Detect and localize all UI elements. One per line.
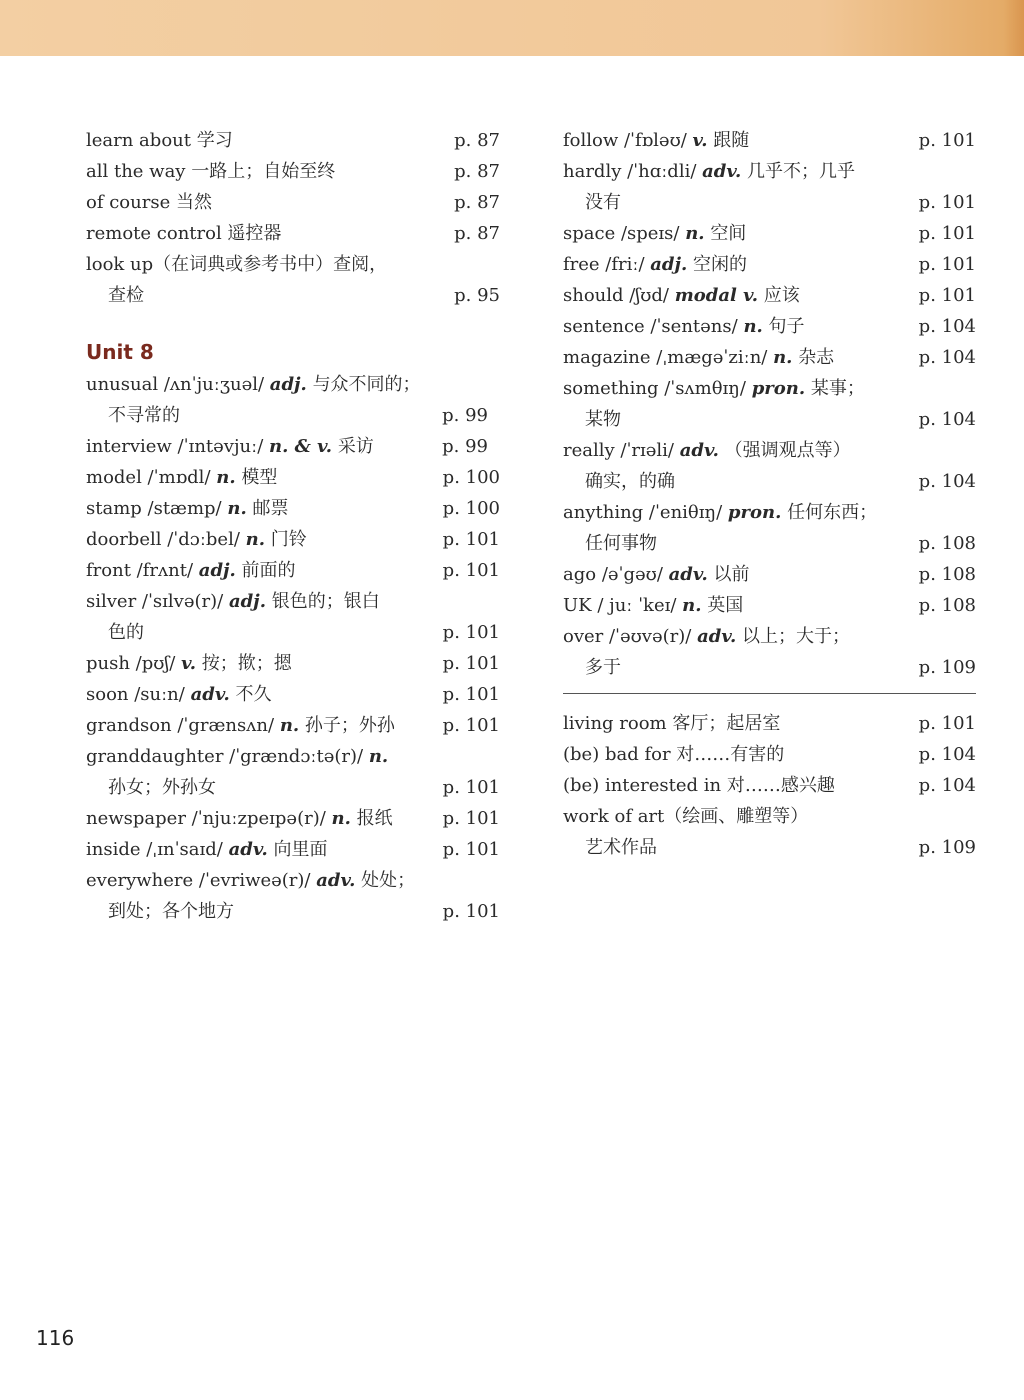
- word-meaning-cont: 孙女；外孙女: [108, 777, 216, 798]
- page-ref: p. 87: [454, 130, 500, 151]
- word-meaning: 与众不同的；: [312, 374, 421, 395]
- word-term: over /ˈəʊvə(r)/: [563, 626, 692, 647]
- phrase-text: 艺术作品: [585, 837, 657, 858]
- word-term: grandson /ˈgrænsʌn/: [86, 715, 275, 736]
- right-column: [563, 125, 976, 863]
- page-number: 116: [36, 1326, 75, 1350]
- word-meaning: 邮票: [252, 498, 289, 519]
- word-meaning: 按；揿；摁: [201, 653, 292, 674]
- phrase-entry: [86, 249, 500, 280]
- word-term: UK / juː ˈkeɪ/: [563, 595, 677, 616]
- phrase-text: of course 当然: [86, 192, 212, 213]
- word-term: front /frʌnt/: [86, 560, 194, 581]
- word-pos: n.: [682, 595, 702, 616]
- word-entry: [86, 865, 500, 896]
- word-pos: n.: [245, 529, 265, 550]
- word-entry: [86, 586, 500, 617]
- word-pos: n.: [227, 498, 247, 519]
- word-pos: modal v.: [674, 285, 759, 306]
- word-meaning: 空间: [710, 223, 747, 244]
- word-pos: adv.: [190, 684, 230, 705]
- word-term: interview /ˈɪntəvjuː/: [86, 436, 264, 457]
- page-ref: p. 101: [918, 713, 976, 734]
- word-pos: pron.: [727, 502, 782, 523]
- page-ref: p. 101: [918, 223, 976, 244]
- word-pos: adj.: [269, 374, 307, 395]
- phrase-entry: [86, 156, 500, 187]
- phrase-entry: [563, 801, 976, 832]
- phrase-text: (be) bad for 对……有害的: [563, 744, 785, 765]
- page-ref: p. 104: [918, 347, 976, 368]
- word-meaning: 某事；: [810, 378, 865, 399]
- phrase-text: living room 客厅；起居室: [563, 713, 781, 734]
- word-pos: v.: [692, 130, 708, 151]
- page-ref: p. 108: [918, 564, 976, 585]
- word-meaning: 门铃: [270, 529, 307, 550]
- phrase-text: look up（在词典或参考书中）查阅，: [86, 254, 388, 275]
- word-entry: [86, 524, 500, 555]
- phrase-entry: [563, 739, 976, 770]
- page-ref: p. 100: [442, 467, 500, 488]
- page-ref: p. 104: [918, 775, 976, 796]
- top-decorative-band: [0, 0, 1024, 56]
- word-term: space /speɪs/: [563, 223, 680, 244]
- word-entry-continuation: [563, 652, 976, 683]
- word-meaning: 处处；: [361, 870, 416, 891]
- word-pos: n.: [773, 347, 793, 368]
- word-pos: n.: [216, 467, 236, 488]
- word-entry: [86, 741, 500, 772]
- word-entry: [86, 369, 500, 400]
- page-ref: p. 101: [442, 684, 500, 705]
- word-entry: [563, 342, 976, 373]
- phrase-entry-continuation: [563, 832, 976, 863]
- word-entry: [86, 555, 500, 586]
- word-meaning: 跟随: [713, 130, 750, 151]
- page-ref: p. 101: [918, 285, 976, 306]
- word-pos: adv.: [668, 564, 708, 585]
- word-entry-continuation: [86, 400, 500, 431]
- word-term: push /pʊʃ/: [86, 653, 176, 674]
- page-ref: p. 87: [454, 192, 500, 213]
- word-term: everywhere /ˈevriweə(r)/: [86, 870, 311, 891]
- word-term: newspaper /ˈnjuːzpeɪpə(r)/: [86, 808, 326, 829]
- phrase-entry: [86, 218, 500, 249]
- word-meaning: （强调观点等）: [724, 440, 851, 461]
- word-entry: [563, 435, 976, 466]
- word-term: sentence /ˈsentəns/: [563, 316, 738, 337]
- page-ref: p. 104: [918, 316, 976, 337]
- word-term: should /ʃʊd/: [563, 285, 669, 306]
- phrase-text: 查检: [108, 285, 144, 306]
- page-ref: p. 101: [442, 622, 500, 643]
- word-term: hardly /ˈhɑːdli/: [563, 161, 697, 182]
- word-meaning: 前面的: [241, 560, 296, 581]
- phrase-entry: [86, 125, 500, 156]
- word-term: really /ˈrɪəli/: [563, 440, 674, 461]
- word-entry-continuation: [86, 617, 500, 648]
- word-term: doorbell /ˈdɔːbel/: [86, 529, 240, 550]
- word-meaning: 采访: [337, 436, 374, 457]
- word-entry: [563, 311, 976, 342]
- word-entry: [563, 373, 976, 404]
- word-term: model /ˈmɒdl/: [86, 467, 211, 488]
- word-meaning-cont: 不寻常的: [108, 405, 180, 426]
- word-term: follow /ˈfɒləʊ/: [563, 130, 687, 151]
- word-meaning-cont: 某物: [585, 409, 621, 430]
- word-meaning-cont: 色的: [108, 622, 144, 643]
- phrase-entry: [563, 770, 976, 801]
- page-ref: p. 95: [454, 285, 500, 306]
- word-entry-continuation: [563, 528, 976, 559]
- word-meaning: 句子: [768, 316, 805, 337]
- word-term: something /ˈsʌmθɪŋ/: [563, 378, 746, 399]
- word-entry-continuation: [86, 772, 500, 803]
- left-column: [86, 125, 500, 927]
- word-meaning: 向里面: [273, 839, 328, 860]
- word-meaning: 以上；大于；: [742, 626, 850, 647]
- page-ref: p. 101: [442, 715, 500, 736]
- word-pos: adv.: [697, 626, 737, 647]
- word-term: anything /ˈeniθɪŋ/: [563, 502, 723, 523]
- word-entry-continuation: [563, 187, 976, 218]
- word-meaning: 英国: [707, 595, 744, 616]
- word-term: stamp /stæmp/: [86, 498, 222, 519]
- page-ref: p. 101: [442, 653, 500, 674]
- word-term: ago /əˈgəʊ/: [563, 564, 663, 585]
- phrase-entry-continuation: [86, 280, 500, 311]
- page-ref: p. 104: [918, 409, 976, 430]
- word-pos: n. & v.: [269, 436, 333, 457]
- phrase-text: learn about 学习: [86, 130, 233, 151]
- word-entry: [86, 710, 500, 741]
- word-meaning: 几乎不；几乎: [747, 161, 856, 182]
- word-meaning: 银色的；银白: [271, 591, 380, 612]
- page-ref: p. 99: [442, 436, 488, 457]
- word-meaning-cont: 多于: [585, 657, 621, 678]
- word-term: soon /suːn/: [86, 684, 185, 705]
- word-pos: n.: [743, 316, 763, 337]
- word-meaning: 任何东西；: [787, 502, 878, 523]
- word-entry: [86, 493, 500, 524]
- word-entry: [563, 559, 976, 590]
- word-pos: n.: [331, 808, 351, 829]
- word-entry-continuation: [563, 466, 976, 497]
- word-pos: adv.: [679, 440, 719, 461]
- page-ref: p. 101: [918, 130, 976, 151]
- word-entry: [563, 249, 976, 280]
- word-meaning: 以前: [713, 564, 750, 585]
- page-ref: p. 87: [454, 223, 500, 244]
- unit-heading: Unit 8: [86, 340, 154, 364]
- page-ref: p. 101: [918, 254, 976, 275]
- word-pos: n.: [279, 715, 300, 736]
- word-entry: [563, 621, 976, 652]
- word-meaning-cont: 任何事物: [585, 533, 657, 554]
- page-ref: p. 101: [442, 808, 500, 829]
- page-ref: p. 104: [918, 471, 976, 492]
- word-meaning: 应该: [763, 285, 800, 306]
- word-pos: adv.: [702, 161, 742, 182]
- word-pos: n.: [685, 223, 705, 244]
- phrase-text: work of art（绘画、雕塑等）: [563, 806, 809, 827]
- page-ref: p. 108: [918, 595, 976, 616]
- word-pos: adj.: [228, 591, 266, 612]
- word-meaning: 不久: [235, 684, 272, 705]
- phrase-text: remote control 遥控器: [86, 223, 282, 244]
- word-entry: [563, 280, 976, 311]
- word-entry: [563, 218, 976, 249]
- word-pos: adj.: [198, 560, 236, 581]
- word-entry: [86, 462, 500, 493]
- word-entry-continuation: [86, 896, 500, 927]
- page-ref: p. 101: [918, 192, 976, 213]
- word-term: magazine /ˌmægəˈziːn/: [563, 347, 768, 368]
- word-pos: adv.: [228, 839, 268, 860]
- page-ref: p. 101: [442, 529, 500, 550]
- word-meaning: 孙子；外孙: [304, 715, 395, 736]
- word-entry: [86, 648, 500, 679]
- word-pos: n.: [368, 746, 389, 767]
- page-ref: p. 109: [918, 657, 976, 678]
- word-entry: [86, 679, 500, 710]
- page-ref: p. 99: [442, 405, 488, 426]
- phrase-entry: [86, 187, 500, 218]
- word-term: inside /ˌɪnˈsaɪd/: [86, 839, 223, 860]
- word-meaning-cont: 没有: [585, 192, 621, 213]
- word-meaning: 模型: [241, 467, 278, 488]
- word-meaning-cont: 到处；各个地方: [108, 901, 234, 922]
- page-ref: p. 109: [918, 837, 976, 858]
- section-divider: [563, 693, 976, 694]
- word-term: granddaughter /ˈgrændɔːtə(r)/: [86, 746, 364, 767]
- page-ref: p. 100: [442, 498, 500, 519]
- phrase-entry: [563, 708, 976, 739]
- phrase-text: (be) interested in 对……感兴趣: [563, 775, 835, 796]
- word-pos: v.: [181, 653, 197, 674]
- page-ref: p. 104: [918, 744, 976, 765]
- word-entry: [86, 803, 500, 834]
- page-ref: p. 108: [918, 533, 976, 554]
- word-entry-continuation: [563, 404, 976, 435]
- word-meaning-cont: 确实，的确: [585, 471, 675, 492]
- word-meaning: 杂志: [798, 347, 835, 368]
- page-ref: p. 87: [454, 161, 500, 182]
- word-entry: [563, 125, 976, 156]
- page-ref: p. 101: [442, 901, 500, 922]
- word-entry: [563, 497, 976, 528]
- word-pos: adv.: [316, 870, 356, 891]
- word-meaning: 报纸: [356, 808, 393, 829]
- word-meaning: 空闲的: [693, 254, 748, 275]
- page-ref: p. 101: [442, 560, 500, 581]
- word-term: unusual /ʌnˈjuːʒuəl/: [86, 374, 265, 395]
- word-term: free /friː/: [563, 254, 645, 275]
- word-entry: [86, 431, 500, 462]
- word-entry: [563, 590, 976, 621]
- word-entry: [563, 156, 976, 187]
- word-term: silver /ˈsɪlvə(r)/: [86, 591, 224, 612]
- word-entry: [86, 834, 500, 865]
- phrase-text: all the way 一路上；自始至终: [86, 161, 336, 182]
- page-ref: p. 101: [442, 777, 500, 798]
- page-ref: p. 101: [442, 839, 500, 860]
- word-pos: adj.: [650, 254, 688, 275]
- word-pos: pron.: [751, 378, 806, 399]
